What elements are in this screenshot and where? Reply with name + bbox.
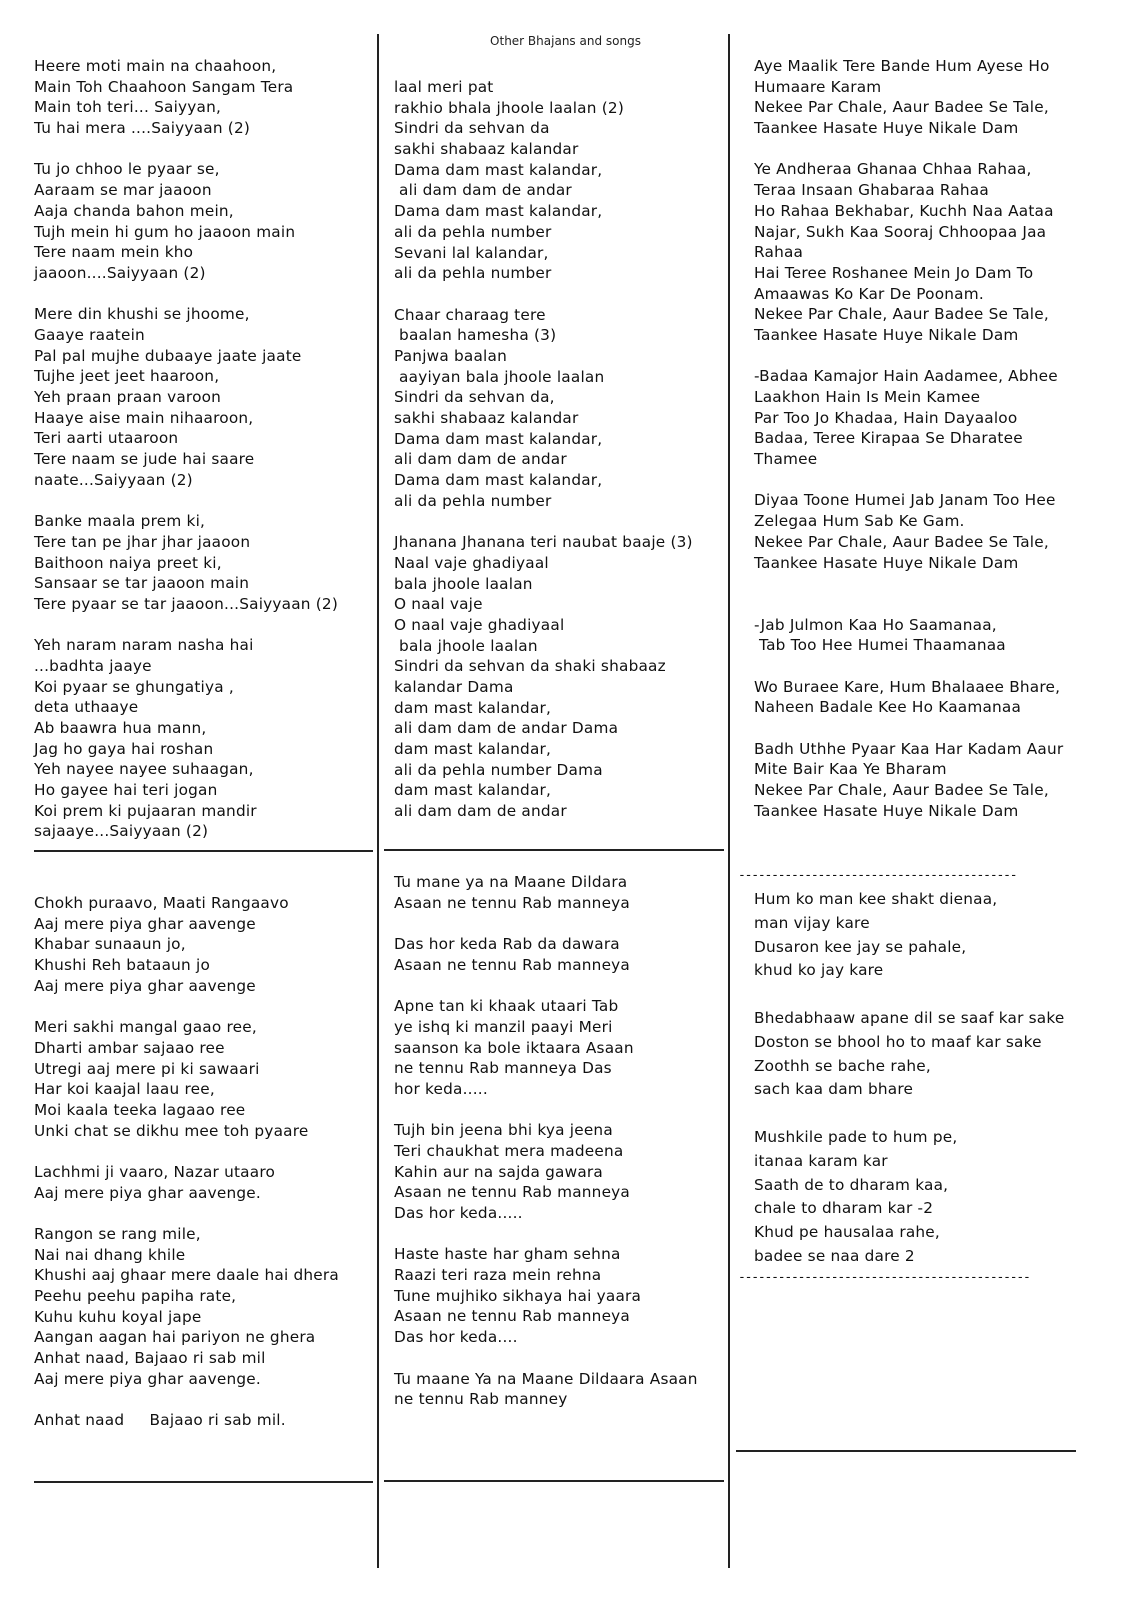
lyric-line: Khushi aaj ghaar mere daale hai dhera [34, 1266, 339, 1285]
lyrics-col1-bottom [34, 893, 339, 1431]
lyric-line: Yeh praan praan varoon [34, 388, 222, 406]
blank-line [394, 1224, 698, 1245]
lyric-line: Taankee Hasate Huye Nikale Dam [754, 553, 1019, 572]
column-divider-left [377, 34, 379, 1568]
lyric-line: Nekee Par Chale, Aaur Badee Se Tale, [754, 781, 1049, 800]
lyric-line: Jag ho gaya hai roshan [34, 739, 214, 758]
lyric-line: Baithoon naiya preet ki, [34, 553, 222, 572]
lyric-line: Taankee Hasate Huye Nikale Dam [754, 325, 1019, 344]
lyric-line: Doston se bhool ho to maaf kar sake [754, 1032, 1042, 1051]
lyric-line: Dama dam mast kalandar, [394, 471, 603, 490]
lyric-line: Mere din khushi se jhoome, [34, 305, 250, 324]
lyric-line: Haste haste har gham sehna [394, 1245, 621, 1264]
lyric-line: Nekee Par Chale, Aaur Badee Se Tale, [754, 532, 1049, 551]
lyrics-col2-top [394, 77, 693, 822]
section-rule-col1-mid [34, 850, 373, 852]
blank-line [754, 346, 1063, 367]
lyric-line: Chokh puraavo, Maati Rangaavo [34, 894, 289, 912]
lyric-line: Das hor keda.... [394, 1328, 518, 1347]
lyric-line: Bhedabhaaw apane dil se saaf kar sake [754, 1008, 1065, 1027]
lyric-line: Meri sakhi mangal gaao ree, [34, 1018, 257, 1037]
lyric-line: Aaj mere piya ghar aavenge [34, 976, 256, 995]
lyric-line: Badaa, Teree Kirapaa Se Dharatee [754, 429, 1023, 448]
lyrics-col3-bottom [754, 888, 1065, 1269]
lyric-line: -Badaa Kamajor Hain Aadamee, Abhee [754, 367, 1058, 386]
lyric-line: Yeh naram naram nasha hai [34, 636, 254, 655]
lyric-line: Khushi Reh bataaun jo [34, 956, 210, 975]
lyric-line: ali dam dam de andar [394, 181, 572, 200]
lyric-line: Utregi aaj mere pi ki sawaari [34, 1059, 260, 1078]
blank-line [34, 615, 338, 636]
lyric-line: sakhi shabaaz kalandar [394, 140, 579, 159]
lyric-line: Tere naam se jude hai saare [34, 450, 255, 469]
lyric-line: bala jhoole laalan [394, 636, 538, 655]
lyric-line: Tujh bin jeena bhi kya jeena [394, 1121, 613, 1140]
lyric-line: aayiyan bala jhoole laalan [394, 367, 605, 386]
lyric-line: ne tennu Rab manney [394, 1390, 568, 1409]
blank-line [754, 983, 1065, 1007]
lyric-line: Pal pal mujhe dubaaye jaate jaate [34, 346, 302, 365]
blank-line [754, 1102, 1065, 1126]
lyric-line: Chaar charaag tere [394, 305, 546, 324]
lyric-line: Asaan ne tennu Rab manneya [394, 893, 631, 912]
lyric-line: Koi prem ki pujaaran mandir [34, 801, 257, 820]
lyric-line: ...badhta jaaye [34, 656, 152, 675]
blank-line [34, 1203, 339, 1224]
lyric-line: Mushkile pade to hum pe, [754, 1127, 958, 1146]
lyric-line: Tere tan pe jhar jhar jaaoon [34, 532, 251, 551]
lyric-line: Banke maala prem ki, [34, 512, 206, 531]
lyric-line: hor keda..... [394, 1079, 488, 1098]
lyric-line: Peehu peehu papiha rate, [34, 1287, 237, 1306]
lyric-line: Par Too Jo Khadaa, Hain Dayaaloo [754, 408, 1018, 427]
lyric-line: Anhat naad, Bajaao ri sab mil [34, 1349, 266, 1368]
blank-line [754, 470, 1063, 491]
lyric-line: Tu maane Ya na Maane Dildaara Asaan [394, 1369, 698, 1388]
lyric-line: Sindri da sehvan da [394, 119, 550, 138]
lyric-line: dam mast kalandar, [394, 781, 552, 800]
blank-line [754, 139, 1063, 160]
blank-line [394, 975, 698, 996]
lyric-line: Teri chaukhat mera madeena [394, 1141, 624, 1160]
lyric-line: Teri aarti utaaroon [34, 429, 179, 448]
lyric-line: Khabar sunaaun jo, [34, 935, 186, 954]
blank-line [34, 139, 338, 160]
lyric-line: itanaa karam kar [754, 1151, 888, 1170]
lyric-line: Mite Bair Kaa Ye Bharam [754, 760, 947, 779]
lyric-line: Sindri da sehvan da, [394, 388, 555, 407]
lyric-line: man vijay kare [754, 913, 870, 932]
lyric-line: ali da pehla number [394, 222, 552, 241]
lyric-line: laal meri pat [394, 78, 494, 96]
lyric-line: Naheen Badale Kee Ho Kaamanaa [754, 698, 1022, 717]
lyric-line: Aaraam se mar jaaoon [34, 181, 212, 200]
lyric-line: Aaj mere piya ghar aavenge. [34, 1183, 261, 1202]
lyric-line: Har koi kaajal laau ree, [34, 1080, 215, 1099]
blank-line [34, 490, 338, 511]
lyric-line: saanson ka bole iktaara Asaan [394, 1038, 634, 1057]
lyric-line: Tujh mein hi gum ho jaaoon main [34, 222, 296, 241]
lyric-line: ali da pehla number Dama [394, 760, 603, 779]
blank-line [754, 573, 1063, 594]
lyric-line: Jhanana Jhanana teri naubat baaje (3) [394, 533, 693, 552]
lyric-line: Anhat naad Bajaao ri sab mil. [34, 1411, 286, 1430]
lyric-line: Das hor keda..... [394, 1204, 523, 1222]
blank-line [394, 511, 693, 532]
blank-line [34, 996, 339, 1017]
lyric-line: Hai Teree Roshanee Mein Jo Dam To [754, 263, 1034, 282]
lyric-line: Hum ko man kee shakt dienaa, [754, 890, 998, 908]
lyric-line: Main Toh Chaahoon Sangam Tera [34, 77, 294, 96]
lyric-line: Humaare Karam [754, 77, 882, 96]
page-header: Other Bhajans and songs [490, 34, 641, 48]
lyric-line: bala jhoole laalan [394, 574, 533, 593]
lyric-line: Najar, Sukh Kaa Sooraj Chhoopaa Jaa [754, 222, 1047, 241]
lyric-line: Taankee Hasate Huye Nikale Dam [754, 119, 1019, 138]
lyric-line: Aye Maalik Tere Bande Hum Ayese Ho [754, 57, 1050, 75]
lyric-line: Kuhu kuhu koyal jape [34, 1307, 202, 1326]
lyric-line: Teraa Insaan Ghabaraa Rahaa [754, 181, 989, 200]
lyric-line: dam mast kalandar, [394, 740, 552, 758]
lyric-line: Aaja chanda bahon mein, [34, 201, 234, 220]
lyric-line: Dharti ambar sajaao ree [34, 1038, 225, 1057]
lyric-line: Khud pe hausalaa rahe, [754, 1223, 940, 1242]
lyric-line: Koi pyaar se ghungatiya , [34, 677, 234, 696]
lyric-line: Main toh teri... Saiyyan, [34, 98, 222, 117]
lyric-line: Diyaa Toone Humei Jab Janam Too Hee [754, 491, 1056, 510]
lyric-line: naate...Saiyyaan (2) [34, 470, 193, 489]
section-rule-col1-bottom [34, 1481, 373, 1483]
blank-line [34, 1141, 339, 1162]
lyric-line: Tere naam mein kho [34, 243, 194, 262]
lyric-line: ne tennu Rab manneya Das [394, 1059, 612, 1078]
lyric-line: Kahin aur na sajda gawara [394, 1162, 603, 1181]
lyric-line: Das hor keda Rab da dawara [394, 935, 620, 954]
lyric-line: chale to dharam kar -2 [754, 1199, 934, 1218]
section-rule-col2-bottom [384, 1480, 724, 1482]
lyric-line: Zelegaa Hum Sab Ke Gam. [754, 512, 965, 531]
blank-line [34, 284, 338, 305]
lyric-line: khud ko jay kare [754, 961, 884, 980]
blank-line [754, 594, 1063, 615]
lyric-line: Dama dam mast kalandar, [394, 429, 603, 448]
lyric-line: Apne tan ki khaak utaari Tab [394, 997, 619, 1016]
blank-line [754, 718, 1063, 739]
lyric-line: Laakhon Hain Is Mein Kamee [754, 388, 981, 406]
lyric-line: ali dam dam de andar [394, 802, 567, 821]
lyric-line: Aaj mere piya ghar aavenge [34, 914, 256, 933]
lyric-line: Sevani lal kalandar, [394, 243, 549, 262]
lyric-line: Ho Rahaa Bekhabar, Kuchh Naa Aataa [754, 201, 1054, 220]
blank-line [754, 656, 1063, 677]
lyric-line: Naal vaje ghadiyaal [394, 553, 549, 572]
lyrics-col3-top [754, 56, 1063, 821]
lyric-line: Sansaar se tar jaaoon main [34, 574, 250, 593]
lyric-line: baalan hamesha (3) [394, 326, 557, 345]
lyric-line: Nekee Par Chale, Aaur Badee Se Tale, [754, 98, 1049, 117]
lyric-line: Tujhe jeet jeet haaroon, [34, 367, 220, 386]
lyric-line: Saath de to dharam kaa, [754, 1175, 949, 1194]
lyric-line: Rangon se rang mile, [34, 1225, 201, 1243]
lyric-line: Panjwa baalan [394, 346, 507, 365]
lyric-line: jaaoon....Saiyyaan (2) [34, 263, 206, 282]
column-divider-right [728, 34, 730, 1568]
lyric-line: Badh Uthhe Pyaar Kaa Har Kadam Aaur [754, 739, 1064, 758]
lyric-line: sajaaye...Saiyyaan (2) [34, 822, 209, 841]
lyric-line: Moi kaala teeka lagaao ree [34, 1100, 246, 1119]
lyric-line: Tab Too Hee Humei Thaamanaa [754, 636, 1006, 655]
lyric-line: dam mast kalandar, [394, 698, 552, 717]
lyric-line: Tune mujhiko sikhaya hai yaara [394, 1286, 642, 1305]
lyric-line: Haaye aise main nihaaroon, [34, 408, 254, 427]
section-rule-col2-mid [384, 849, 724, 851]
lyric-line: Aangan aagan hai pariyon ne ghera [34, 1328, 316, 1347]
lyric-line: ali da pehla number [394, 491, 552, 510]
lyrics-col2-bottom [394, 872, 698, 1410]
lyric-line: sakhi shabaaz kalandar [394, 409, 579, 427]
lyrics-col1-top [34, 56, 338, 842]
blank-line [394, 1348, 698, 1369]
lyric-line: Nekee Par Chale, Aaur Badee Se Tale, [754, 305, 1049, 324]
lyric-line: Lachhmi ji vaaro, Nazar utaaro [34, 1162, 276, 1181]
blank-line [394, 1100, 698, 1121]
lyric-line: Dusaron kee jay se pahale, [754, 937, 967, 956]
lyric-line: Taankee Hasate Huye Nikale Dam [754, 801, 1019, 820]
lyric-line: Yeh nayee nayee suhaagan, [34, 760, 254, 779]
lyric-line: Aaj mere piya ghar aavenge. [34, 1369, 261, 1388]
lyric-line: Tu hai mera ....Saiyyaan (2) [34, 119, 251, 138]
section-rule-col3-bottom [736, 1450, 1076, 1452]
blank-line [34, 1390, 339, 1411]
lyric-line: Wo Buraee Kare, Hum Bhalaaee Bhare, [754, 677, 1061, 696]
lyric-line: Tere pyaar se tar jaaoon...Saiyyaan (2) [34, 594, 339, 613]
dashed-separator-top: ------------------------------------------ [738, 868, 1017, 883]
lyric-line: Asaan ne tennu Rab manneya [394, 955, 631, 974]
lyric-line: ali dam dam de andar Dama [394, 719, 619, 738]
lyric-line: Ab baawra hua mann, [34, 719, 207, 737]
lyric-line: Heere moti main na chaahoon, [34, 57, 277, 75]
lyric-line: sach kaa dam bhare [754, 1080, 914, 1099]
lyric-line: O naal vaje ghadiyaal [394, 615, 565, 634]
lyric-line: Gaaye raatein [34, 325, 145, 344]
lyric-line: Tu jo chhoo le pyaar se, [34, 160, 220, 179]
lyric-line: Unki chat se dikhu mee toh pyaare [34, 1121, 309, 1140]
lyric-line: O naal vaje [394, 595, 483, 614]
lyric-line: ali dam dam de andar [394, 450, 567, 469]
lyric-line: Asaan ne tennu Rab manneya [394, 1307, 631, 1326]
lyric-line: Nai nai dhang khile [34, 1245, 186, 1264]
lyric-line: Raazi teri raza mein rehna [394, 1266, 602, 1285]
dashed-separator-bottom: -------------------------------------------- [738, 1270, 1030, 1285]
lyric-line: Sindri da sehvan da shaki shabaaz [394, 657, 666, 676]
lyric-line: Amaawas Ko Kar De Poonam. [754, 284, 984, 303]
lyric-line: -Jab Julmon Kaa Ho Saamanaa, [754, 615, 997, 634]
lyric-line: Thamee [754, 450, 818, 469]
lyric-line: ali da pehla number [394, 264, 552, 283]
lyric-line: badee se naa dare 2 [754, 1246, 915, 1265]
lyric-line: Ye Andheraa Ghanaa Chhaa Rahaa, [754, 160, 1032, 179]
blank-line [394, 284, 693, 305]
blank-line [394, 913, 698, 934]
lyric-line: Zoothh se bache rahe, [754, 1056, 931, 1075]
lyric-line: Dama dam mast kalandar, [394, 202, 603, 221]
lyric-line: rakhio bhala jhoole laalan (2) [394, 98, 624, 117]
lyric-line: deta uthaaye [34, 698, 139, 717]
lyric-line: ye ishq ki manzil paayi Meri [394, 1017, 613, 1036]
lyric-line: Tu mane ya na Maane Dildara [394, 873, 628, 891]
lyric-line: Rahaa [754, 243, 804, 262]
lyric-line: Asaan ne tennu Rab manneya [394, 1183, 631, 1202]
lyric-line: Dama dam mast kalandar, [394, 160, 603, 179]
lyric-line: kalandar Dama [394, 677, 514, 696]
lyric-line: Ho gayee hai teri jogan [34, 781, 218, 800]
